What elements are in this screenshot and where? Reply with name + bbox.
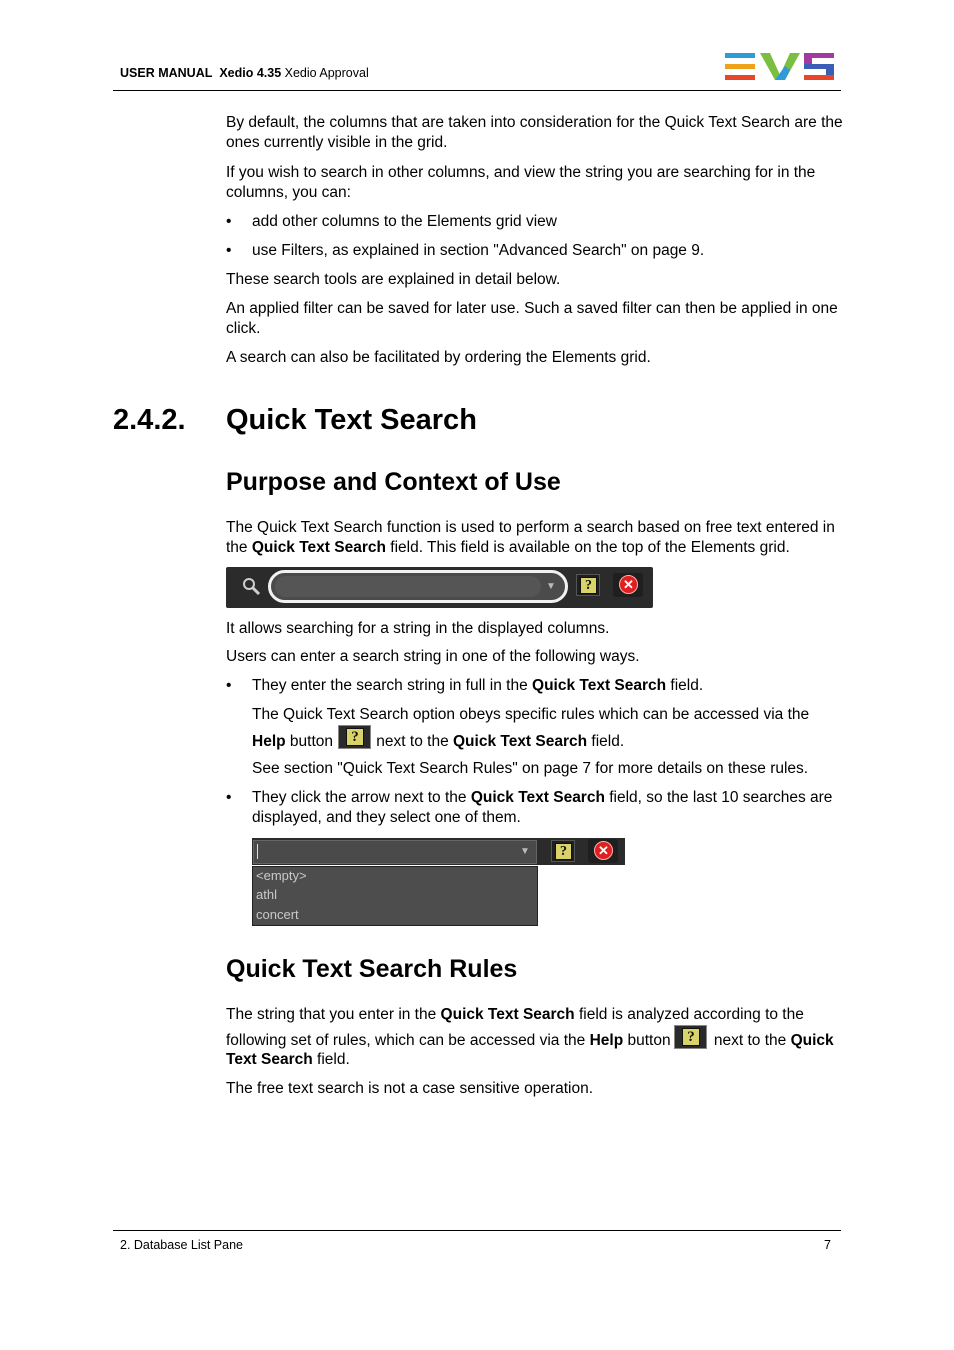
- footer-rule: [113, 1230, 841, 1231]
- list-item-text: They enter the search string in full in the Quick Text Search field.: [252, 677, 704, 694]
- list-item-text: use Filters, as explained in section "Advanced Search" on page 9.: [252, 242, 705, 259]
- bullet-detail-1: The Quick Text Search option obeys specific rules which can be accessed via the: [252, 706, 810, 723]
- help-icon: ?: [580, 577, 597, 594]
- clear-button[interactable]: [613, 573, 643, 597]
- bullet-detail-3: See section "Quick Text Search Rules" on page 7 for more details on these rules.: [252, 760, 809, 777]
- help-icon: ?: [338, 725, 371, 749]
- bullet-detail-2: Help button next to the Quick Text Search field.: [252, 733, 625, 750]
- quick-search-input[interactable]: [253, 840, 537, 864]
- chevron-down-icon[interactable]: ▼: [546, 581, 556, 592]
- text-caret: [257, 844, 258, 859]
- rules-heading: Quick Text Search Rules: [226, 955, 518, 983]
- header-rule: [113, 90, 841, 91]
- header-module: Xedio Approval: [284, 66, 369, 80]
- intro-paragraph-1: By default, the columns that are taken into consideration for the Quick Text Search are the ones currently visible in the grid.: [226, 114, 843, 151]
- purpose-paragraph-2: It allows searching for a string in the displayed columns.: [226, 620, 610, 637]
- chevron-down-icon[interactable]: ▼: [520, 846, 530, 857]
- list-item[interactable]: <empty>: [256, 868, 307, 883]
- help-button[interactable]: [576, 574, 600, 596]
- evs-logo: [724, 52, 836, 82]
- intro-paragraph-4: An applied filter can be saved for later use. Such a saved filter can then be applied in one click.: [226, 300, 838, 337]
- quick-search-input[interactable]: [268, 570, 568, 603]
- bullet-glyph: •: [226, 677, 232, 694]
- input-well: [275, 576, 541, 597]
- close-icon: ✕: [594, 841, 613, 860]
- running-header: [120, 66, 369, 80]
- help-button[interactable]: [551, 840, 575, 862]
- help-icon: ?: [555, 843, 572, 860]
- recent-searches-list: [252, 866, 538, 926]
- rules-paragraph-1-line-3: Text Search field.: [226, 1051, 350, 1068]
- rules-paragraph-2: The free text search is not a case sensitive operation.: [226, 1080, 594, 1097]
- footer-chapter: 2. Database List Pane: [120, 1238, 243, 1252]
- list-item: [226, 676, 846, 696]
- bullet-glyph: •: [226, 213, 232, 230]
- list-item[interactable]: athl: [256, 887, 277, 902]
- list-item: [226, 241, 846, 261]
- list-item[interactable]: concert: [256, 907, 299, 922]
- header-product: Xedio 4.35: [219, 66, 282, 80]
- help-icon: ?: [674, 1025, 707, 1049]
- rules-paragraph-1-line-2: following set of rules, which can be accessed via the Help button next to the Quick: [226, 1032, 834, 1049]
- list-item-text: add other columns to the Elements grid view: [252, 213, 557, 230]
- header-manual: USER MANUAL: [120, 66, 213, 80]
- intro-paragraph-5: A search can also be facilitated by ordering the Elements grid.: [226, 349, 651, 366]
- section-number: 2.4.2.: [113, 404, 186, 436]
- bullet-glyph: •: [226, 242, 232, 259]
- purpose-paragraph-1: The Quick Text Search function is used to perform a search based on free text entered in the Quick Text Search field. This field is available on the top of the Elements grid.: [226, 519, 835, 556]
- list-item: [226, 788, 846, 828]
- intro-paragraph-2: If you wish to search in other columns, and view the string you are searching for in the columns, you can:: [226, 164, 816, 201]
- purpose-heading: Purpose and Context of Use: [226, 468, 561, 496]
- search-icon: [240, 575, 262, 597]
- rules-paragraph-1-line-1: The string that you enter in the Quick Text Search field is analyzed according to the: [226, 1006, 804, 1023]
- page-number: 7: [824, 1238, 831, 1252]
- list-item: [226, 212, 846, 232]
- list-item-text: They click the arrow next to the Quick Text Search field, so the last 10 searches are displayed, and they select one of them.: [252, 789, 833, 826]
- intro-paragraph-3: These search tools are explained in detail below.: [226, 271, 561, 288]
- section-title: Quick Text Search: [226, 404, 477, 436]
- bullet-glyph: •: [226, 789, 232, 806]
- close-icon: ✕: [619, 575, 638, 594]
- purpose-paragraph-3: Users can enter a search string in one of the following ways.: [226, 648, 640, 665]
- clear-button[interactable]: [588, 839, 618, 863]
